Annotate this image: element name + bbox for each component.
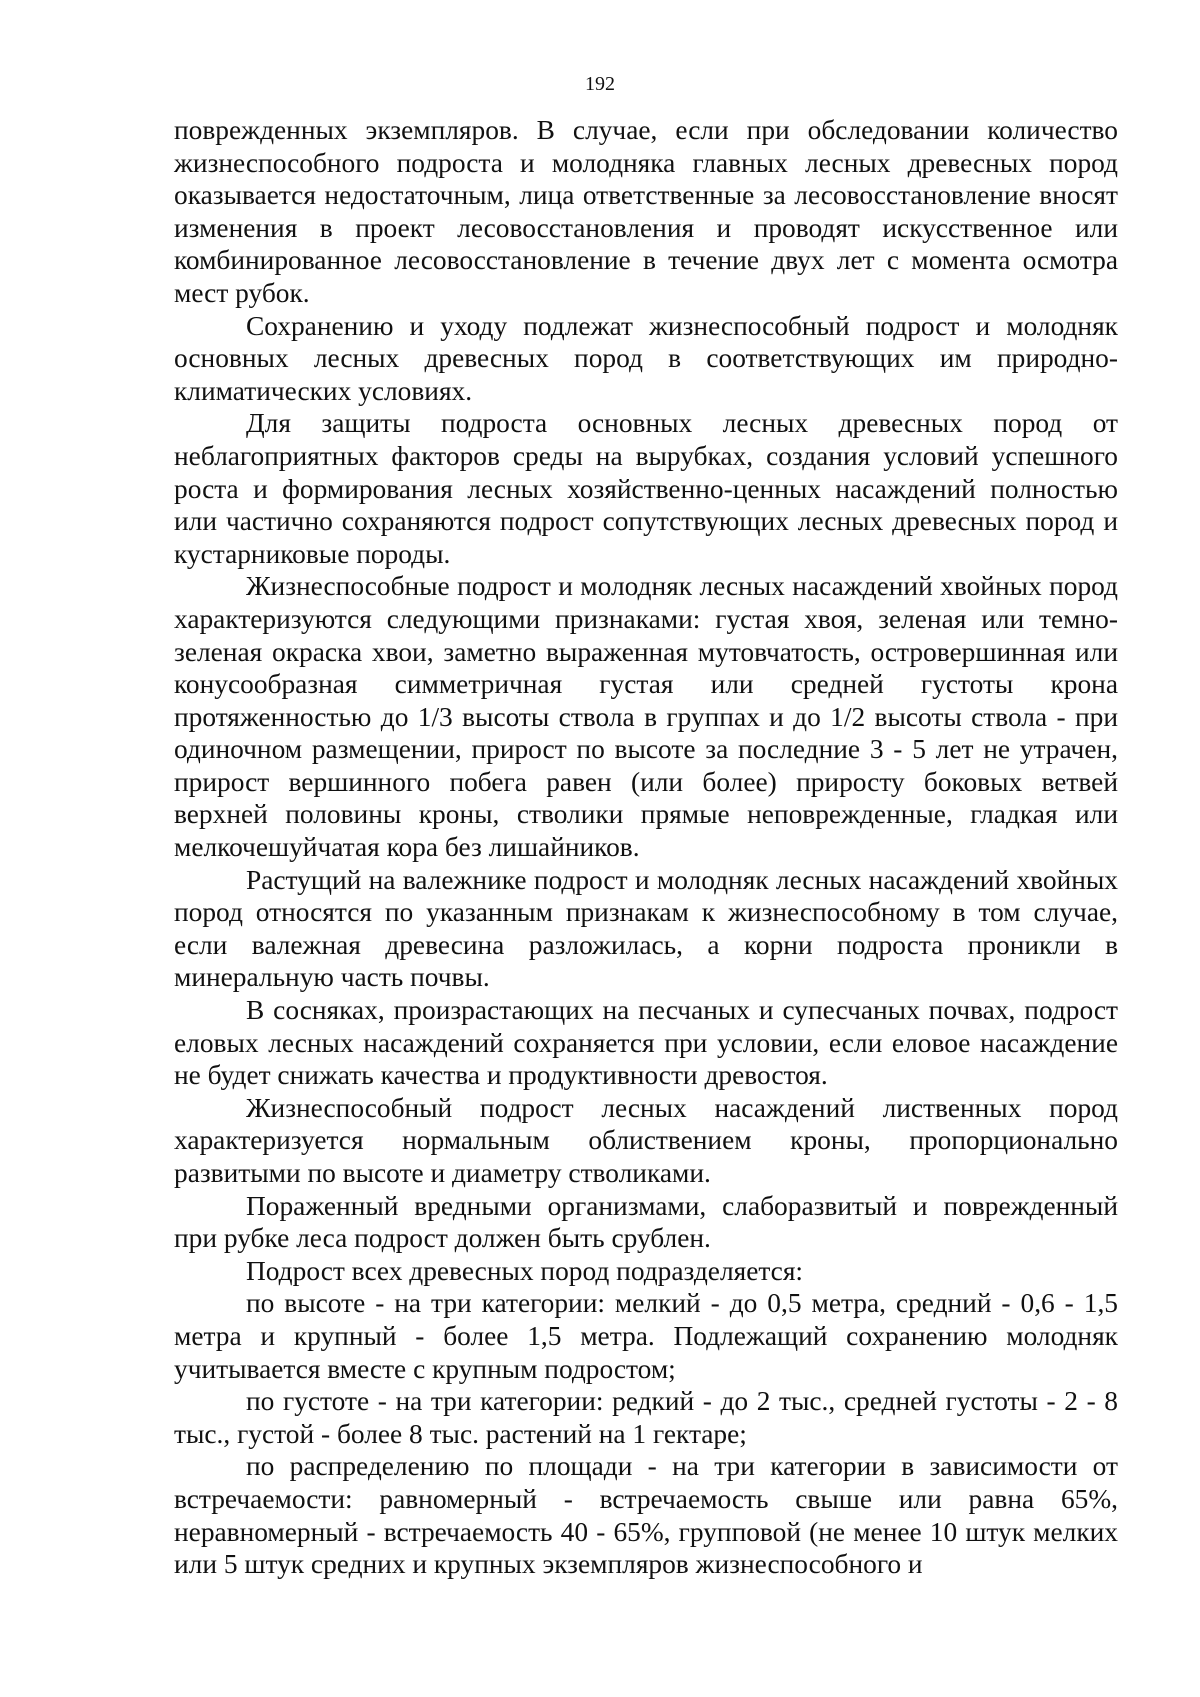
paragraph-8: Пораженный вредными организмами, слаборазвитый и поврежденный при рубке леса подрост должен быть срублен.: [174, 1190, 1118, 1254]
paragraph-2: Сохранению и уходу подлежат жизнеспособный подрост и молодняк основных лесных древесных пород в соответствующих им природно-климатических условиях.: [174, 310, 1118, 406]
paragraph-6: В сосняках, произрастающих на песчаных и супесчаных почвах, подрост еловых лесных насаждений сохраняется при условии, если еловое насаждение не будет снижать качества и продуктивности древостоя.: [174, 995, 1118, 1091]
paragraph-11: по густоте - на три категории: редкий - до 2 тыс., средней густоты - 2 - 8 тыс., густой - более 8 тыс. растений на 1 гектаре;: [174, 1386, 1118, 1449]
page-number: 192: [585, 73, 615, 95]
paragraph-12: по распределению по площади - на три категории в зависимости от встречаемости: равномерный - встречаемость свыше или равна 65%, неравномерный - встречаемость 40 - 65%, групповой (не менее 10 штук мелких или 5 штук средних и крупных экземпляров жизнеспособного и: [174, 1451, 1118, 1580]
paragraph-3: Для защиты подроста основных лесных древесных пород от неблагоприятных факторов среды на вырубках, создания условий успешного роста и формирования лесных хозяйственно-ценных насаждений полностью или частично сохраняются подрост сопутствующих лесных древесных пород и кустарниковые породы.: [174, 408, 1118, 569]
document-body: [174, 114, 1118, 1581]
paragraph-1: поврежденных экземпляров. В случае, если при обследовании количество жизнеспособного подроста и молодняка главных лесных древесных пород оказывается недостаточным, лица ответственные за лесовосстановление вносят изменения в проект лесовосстановления и проводят искусственное или комбинированное лесовосстановление в течение двух лет с момента осмотра мест рубок.: [174, 115, 1118, 308]
paragraph-10: по высоте - на три категории: мелкий - до 0,5 метра, средний - 0,6 - 1,5 метра и крупный - более 1,5 метра. Подлежащий сохранению молодняк учитывается вместе с крупным подростом;: [174, 1288, 1118, 1384]
paragraph-7: Жизнеспособный подрост лесных насаждений лиственных пород характеризуется нормальным облиствением кроны, пропорционально развитыми по высоте и диаметру стволиками.: [174, 1092, 1118, 1188]
paragraph-4: Жизнеспособные подрост и молодняк лесных насаждений хвойных пород характеризуются следующими признаками: густая хвоя, зеленая или темно-зеленая окраска хвои, заметно выраженная мутовчатость, островершинная или конусообразная симметричная густая или средней густоты крона протяженностью до 1/3 высоты ствола в группах и до 1/2 высоты ствола - при одиночном размещении, прирост по высоте за последние 3 - 5 лет не утрачен, прирост вершинного побега равен (или более) приросту боковых ветвей верхней половины кроны, стволики прямые неповрежденные, гладкая или мелкочешуйчатая кора без лишайников.: [174, 571, 1118, 863]
paragraph-5: Растущий на валежнике подрост и молодняк лесных насаждений хвойных пород относятся по указанным признакам к жизнеспособному в том случае, если валежная древесина разложилась, а корни подроста проникли в минеральную часть почвы.: [174, 864, 1118, 993]
paragraph-9: Подрост всех древесных пород подразделяется:: [246, 1255, 804, 1286]
